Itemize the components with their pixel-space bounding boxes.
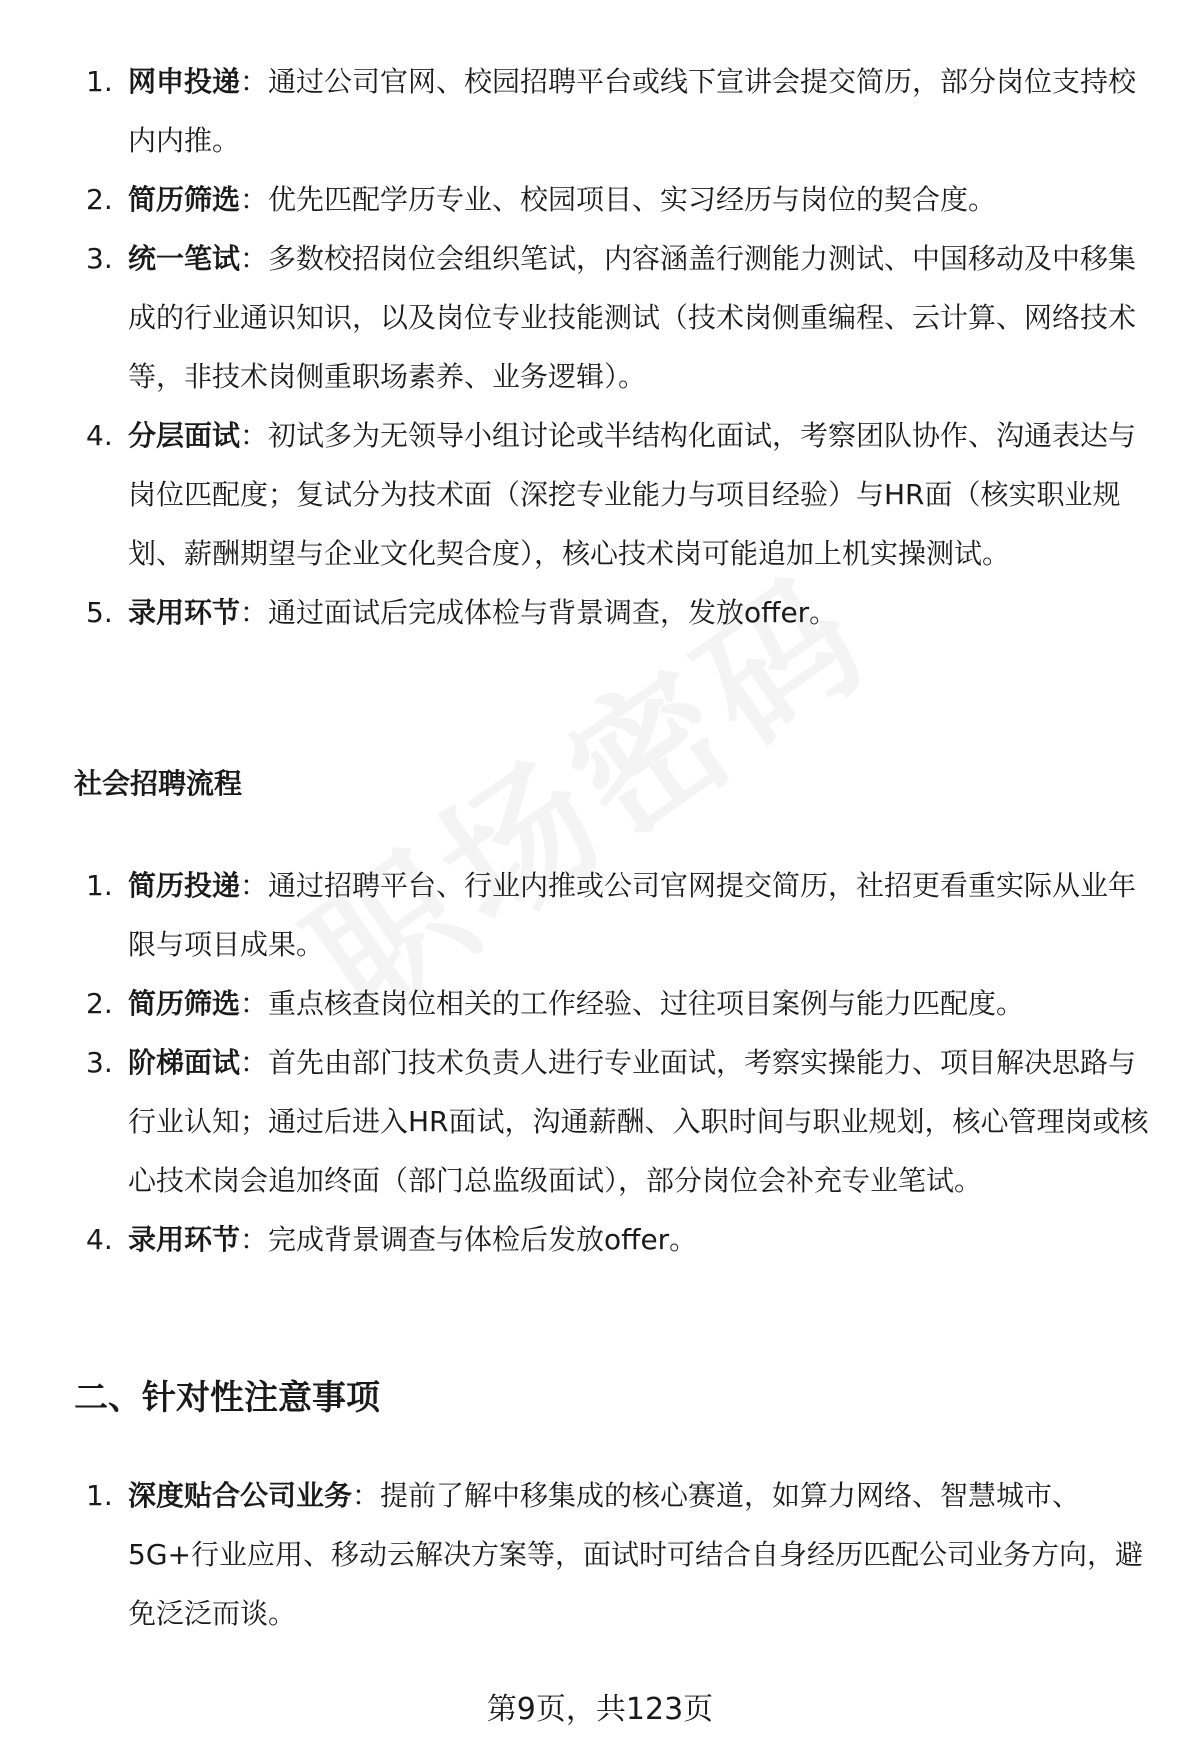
step-term: 深度贴合公司业务 (128, 1479, 353, 1512)
step-desc: ：通过公司官网、校园招聘平台或线下宣讲会提交简历，部分岗位支持校内内推。 (128, 65, 1137, 157)
social-recruitment-heading: 社会招聘流程 (74, 767, 243, 800)
step-desc: ：通过面试后完成体检与背景调查，发放offer。 (240, 596, 838, 629)
step-desc: ：提前了解中移集成的核心赛道，如算力网络、智慧城市、5G+行业应用、移动云解决方案等，面试时可结合自身经历匹配公司业务方向，避免泛泛而谈。 (128, 1479, 1143, 1630)
list-item: 1. 深度贴合公司业务：提前了解中移集成的核心赛道，如算力网络、智慧城市、5G+行业应用、移动云解决方案等，面试时可结合自身经历匹配公司业务方向，避免泛泛而谈。 (86, 1479, 1143, 1630)
step-term: 简历投递 (128, 869, 241, 902)
list-item: 2. 简历筛选：重点核查岗位相关的工作经验、过往项目案例与能力匹配度。 (86, 987, 1025, 1020)
page-footer: 第9页，共123页 (486, 1692, 714, 1727)
step-desc: ：初试多为无领导小组讨论或半结构化面试，考察团队协作、沟通表达与岗位匹配度；复试分为技术面（深挖专业能力与项目经验）与HR面（核实职业规划、薪酬期望与企业文化契合度），核心技术岗可能追加上机实操测试。 (128, 419, 1137, 570)
list-item: 3. 统一笔试：多数校招岗位会组织笔试，内容涵盖行测能力测试、中国移动及中移集成的行业通识知识，以及岗位专业技能测试（技术岗侧重编程、云计算、网络技术等，非技术岗侧重职场素养、业务逻辑）。 (86, 242, 1137, 393)
list-item: 1. 网申投递：通过公司官网、校园招聘平台或线下宣讲会提交简历，部分岗位支持校内内推。 (86, 65, 1137, 157)
step-term: 录用环节 (128, 1223, 241, 1256)
campus-steps-list (0, 52, 1200, 642)
step-term: 阶梯面试 (128, 1046, 241, 1079)
step-term: 分层面试 (128, 419, 241, 452)
list-item: 5. 录用环节：通过面试后完成体检与背景调查，发放offer。 (86, 596, 838, 629)
list-item: 3. 阶梯面试：首先由部门技术负责人进行专业面试，考察实操能力、项目解决思路与行业认知；通过后进入HR面试，沟通薪酬、入职时间与职业规划，核心管理岗或核心技术岗会追加终面（部门总监级面试），部分岗位会补充专业笔试。 (86, 1046, 1149, 1197)
list-item: 1. 简历投递：通过招聘平台、行业内推或公司官网提交简历，社招更看重实际从业年限与项目成果。 (86, 869, 1137, 961)
step-term: 简历筛选 (128, 183, 241, 216)
step-term: 统一笔试 (128, 242, 241, 275)
step-desc: ：多数校招岗位会组织笔试，内容涵盖行测能力测试、中国移动及中移集成的行业通识知识，以及岗位专业技能测试（技术岗侧重编程、云计算、网络技术等，非技术岗侧重职场素养、业务逻辑）。 (128, 242, 1137, 393)
step-term: 网申投递 (128, 65, 241, 98)
step-desc: ：首先由部门技术负责人进行专业面试，考察实操能力、项目解决思路与行业认知；通过后进入HR面试，沟通薪酬、入职时间与职业规划，核心管理岗或核心技术岗会追加终面（部门总监级面试），部分岗位会补充专业笔试。 (128, 1046, 1149, 1197)
list-item: 4. 分层面试：初试多为无领导小组讨论或半结构化面试，考察团队协作、沟通表达与岗位匹配度；复试分为技术面（深挖专业能力与项目经验）与HR面（核实职业规划、薪酬期望与企业文化契合度），核心技术岗可能追加上机实操测试。 (86, 419, 1137, 570)
section-heading: 二、针对性注意事项 (74, 1378, 380, 1418)
list-item: 4. 录用环节：完成背景调查与体检后发放offer。 (86, 1223, 698, 1256)
step-term: 简历筛选 (128, 987, 241, 1020)
step-desc: ：重点核查岗位相关的工作经验、过往项目案例与能力匹配度。 (240, 987, 1025, 1020)
step-desc: ：优先匹配学历专业、校园项目、实习经历与岗位的契合度。 (240, 183, 997, 216)
list-item: 2. 简历筛选：优先匹配学历专业、校园项目、实习经历与岗位的契合度。 (86, 183, 997, 216)
step-term: 录用环节 (128, 596, 241, 629)
step-desc: ：完成背景调查与体检后发放offer。 (240, 1223, 698, 1256)
social-steps-list (0, 856, 1200, 1269)
notes-list (0, 1466, 1200, 1643)
step-desc: ：通过招聘平台、行业内推或公司官网提交简历，社招更看重实际从业年限与项目成果。 (128, 869, 1137, 961)
